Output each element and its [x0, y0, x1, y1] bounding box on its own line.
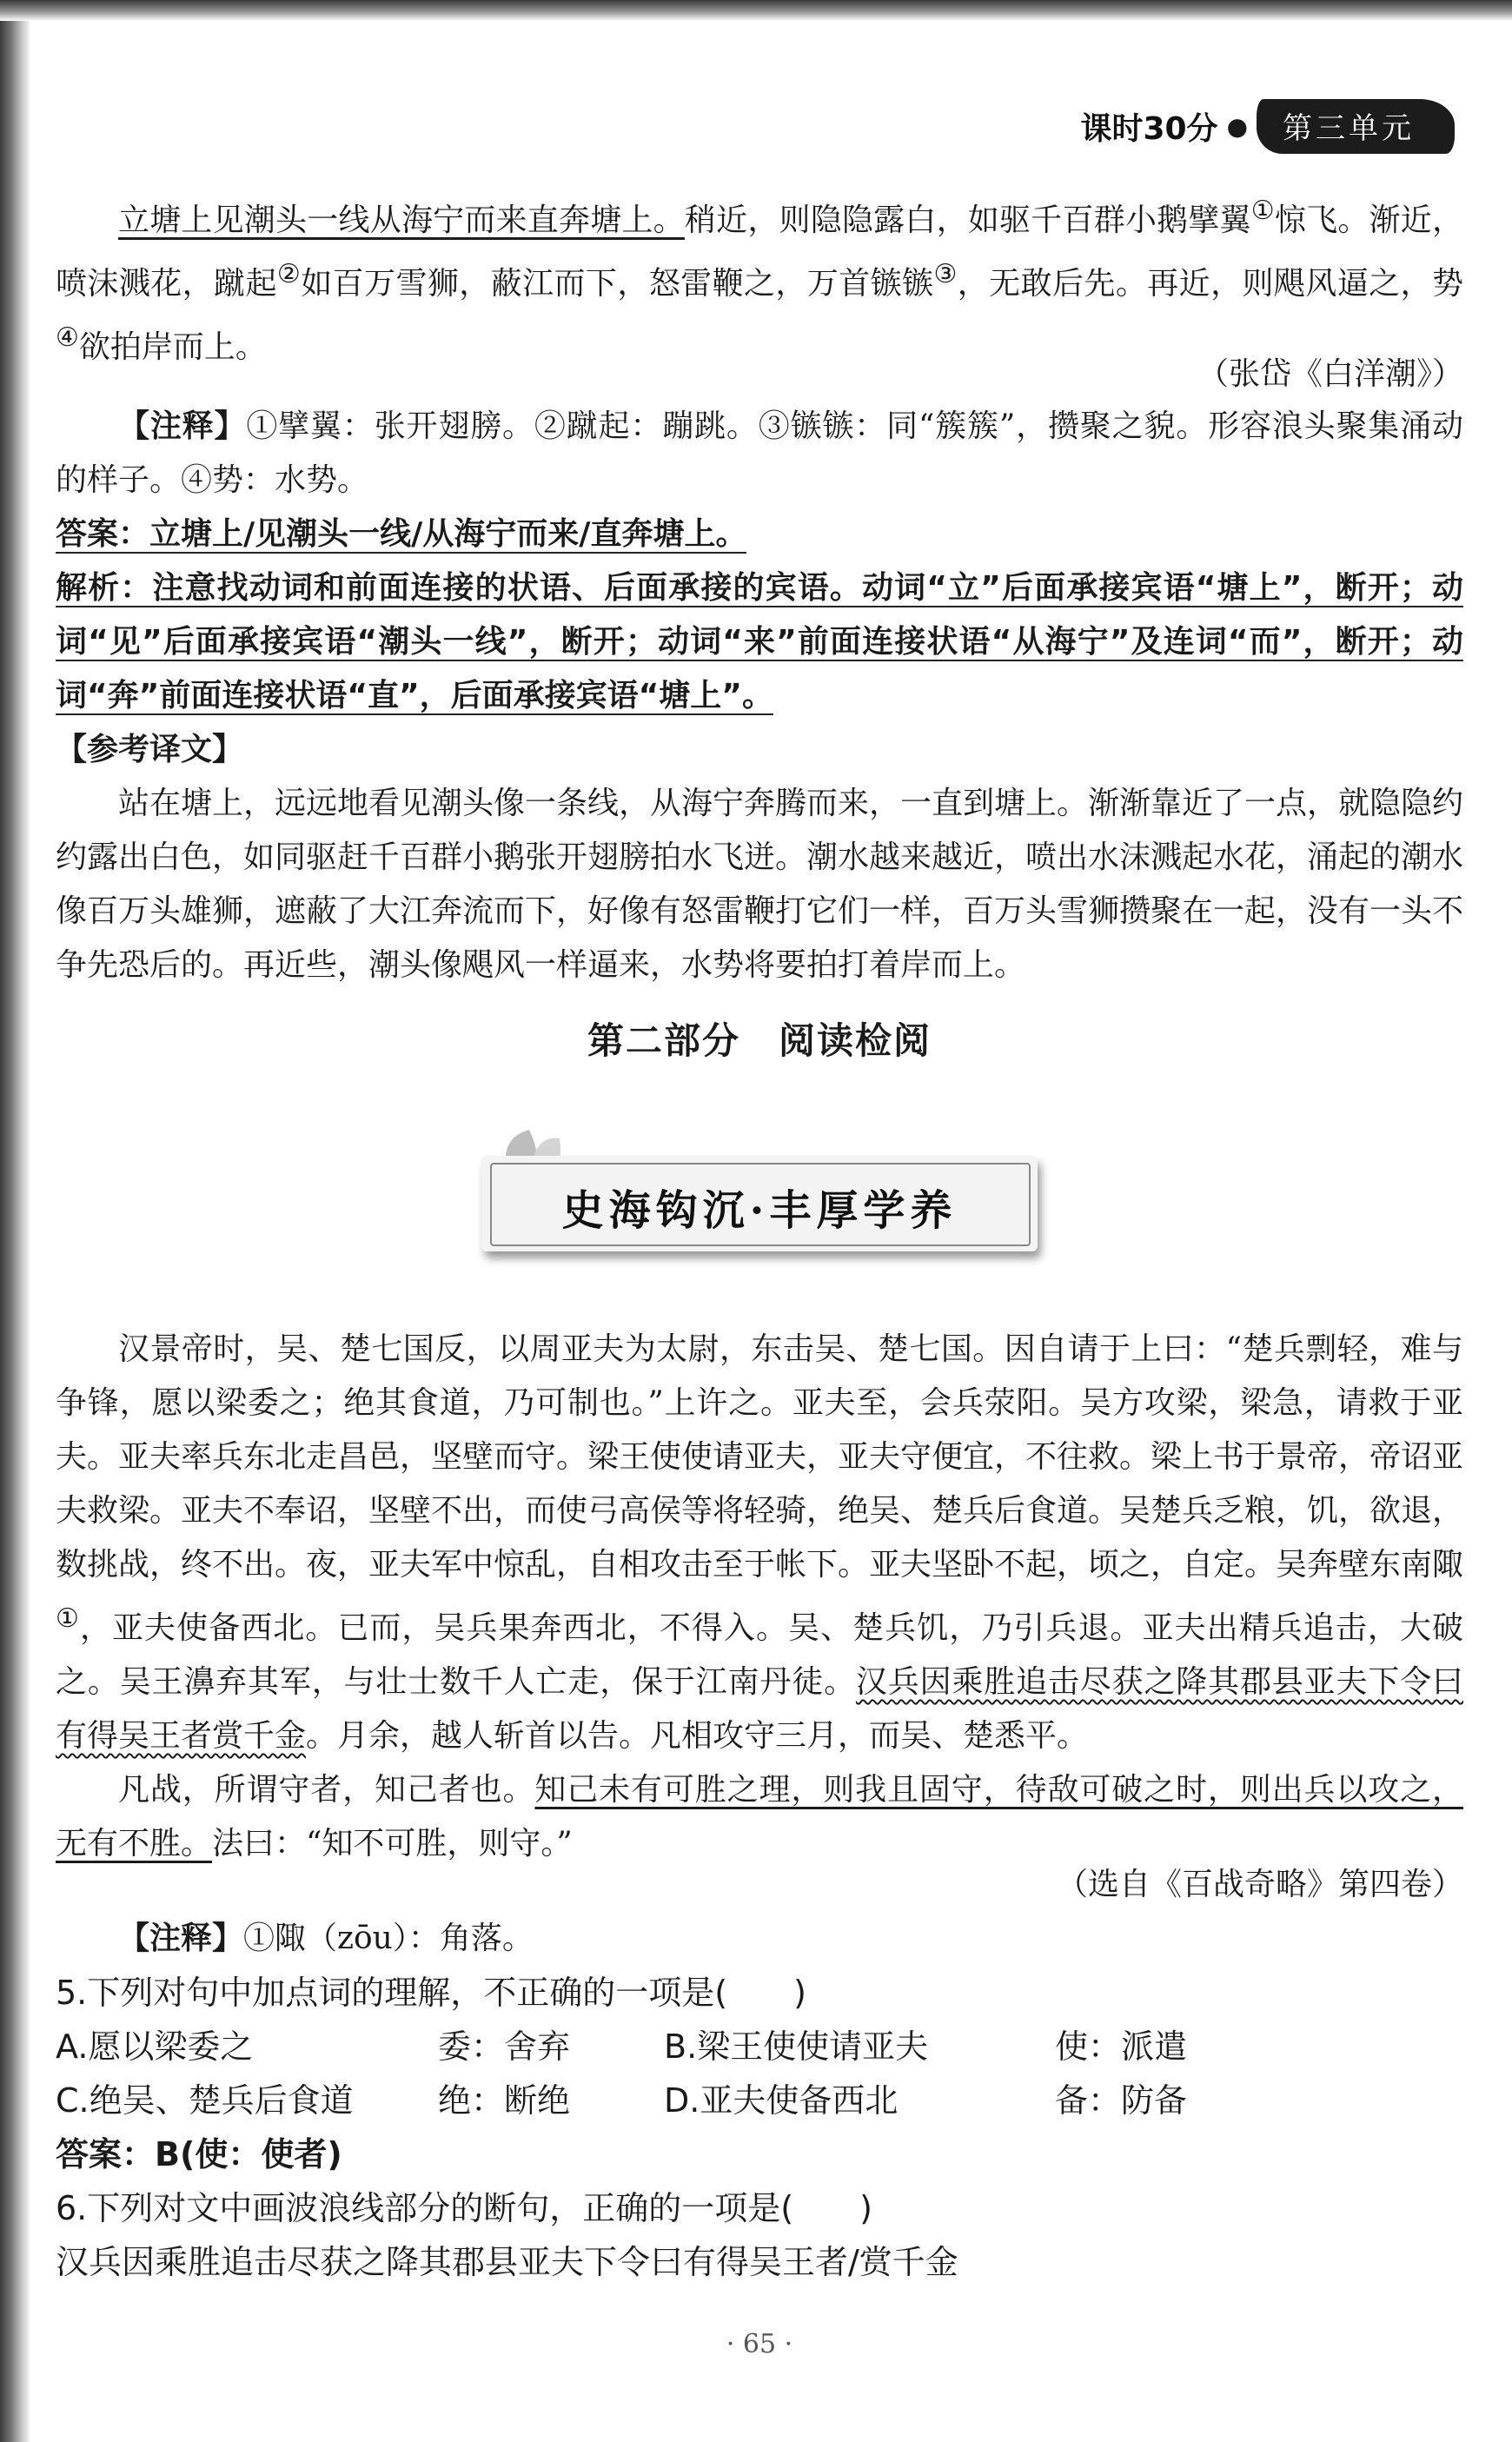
unit-badge: 第三单元 — [1257, 99, 1455, 154]
footnote-marker: ④ — [56, 322, 79, 353]
option-a-gloss: 委：舍弃 — [438, 2027, 571, 2066]
option-a[interactable]: A.愿以梁委之 — [56, 2027, 254, 2066]
notes-label: 【注释】 — [118, 1921, 244, 1956]
analysis-text: 解析：注意找动词和前面连接的状语、后面承接的宾语。动词“立”后面承接宾语“塘上”，断开；动词“见”后面承接宾语“潮头一线”，断开；动词“来”前面连接状语“从海宁”及连词“而”，断开；动词“奔”前面连接状语“直”，后面承接宾语“塘上”。 — [56, 570, 1463, 713]
excerpt-source: （张岱《白洋潮》） — [1197, 356, 1463, 392]
excerpt-paragraph: 立塘上见潮头一线从海宁而来直奔塘上。稍近，则隐隐露白，如驱千百群小鹅擘翼①惊飞。渐近，喷沫溅花，蹴起②如百万雪狮，蔽江而下，怒雷鞭之，万首镞镞③，无敢后先。再近，则飓风逼之，势④欲拍岸而上。 — [56, 196, 1463, 365]
option-b[interactable]: B.梁王使使请亚夫 — [664, 2027, 929, 2066]
page: 课时30分 ● 第三单元 立塘上见潮头一线从海宁而来直奔塘上。稍近，则隐隐露白，如驱千百群小鹅擘翼①惊飞。渐近，喷沫溅花，蹴起②如百万雪狮，蔽江而下，怒雷鞭之，万首镞镞③，无敢后先。再近，则飓风逼之，势④欲拍岸而上。 （张岱《白洋潮》） 【注释】①擘翼：张开翅膀。②蹴起：蹦跳。③镞镞：同“簇簇”，攒聚之貌。形容浪头聚集涌动的样子。④势：水势。 答案：立塘上/见潮头一线/从海宁而来/直奔塘上。 解析：注意找动词和前面连接的状语、后面承接的宾语。动词“立”后面承接宾语“塘上”，断开；动词“见”后面承接宾语“潮头一线”，断开；动词“来”前面连接状语“从海宁”及连词“而”，断开；动词“奔”前面连接状语“直”，后面承接宾语“塘上”。 【参考译文】 站在塘上，远远地看见潮头像一条线，从海宁奔腾而来，一直到塘上。渐渐靠近了一点，就隐隐约约露出白色，如同驱赶千百群小鹅张开翅膀拍水飞迸。潮水越来越近，喷出水沫溅起水花，涌起的潮水像百万头雄狮，遮蔽了大江奔流而下，好像有怒雷鞭打它们一样，百万头雪狮攒聚在一起，没有一头不争先恐后的。再近些，潮头像飓风一样逼来，水势将要拍打着岸而上。 第二部分 阅读检阅 史海钩沉·丰厚学养 汉景帝时，吴、楚七国反，以周亚夫为太尉，东击吴、楚七国。因自请于上曰：“楚兵剽轻，难与争锋，愿以梁委之；绝其食道，乃可制也。”上许之。亚夫至，会兵荥阳。吴方攻梁，梁急，请救于亚夫。亚夫率兵东北走昌邑，坚壁而守。梁王使使请亚夫，亚夫守便宜，不往救。梁上书于景帝，帝诏亚夫救梁。亚夫不奉诏，坚壁不出，而使弓高侯等将轻骑，绝吴、楚兵后食道。吴楚兵乏粮，饥，欲退，数挑战，终不出。夜，亚夫军中惊乱，自相攻击至于帐下。亚夫坚卧不起，顷之，自定。吴奔壁东南陬①，亚夫使备西北。已而，吴兵果奔西北，不得入。吴、楚兵饥，乃引兵退。亚夫出精兵追击，大破之。吴王濞弃其军，与壮士数千人亡走，保于江南丹徒。汉兵因乘胜追击尽获之降其郡县亚夫下令曰有得吴王者赏千金。月余，越人斩首以告。凡相攻守三月，而吴、楚悉平。 凡战，所谓守者，知己者也。知己未有可胜之理，则我且固守，待敌可破之时，则出兵以攻之，无有不胜。法曰：“知不可胜，则守。” （选自《百战奇略》第四卷） 【注释】①陬（zōu）：角落。 5.下列对句中加点词的理解，不正确的一项是( ) A.愿以梁委之 委：舍弃 B.梁王使使请亚夫 使：派遣 C.绝吴、楚兵后食道 绝：断绝 D.亚夫使备西北 备：防备 答案：B(使：使者) 6.下列对文中画波浪线部分的断句，正确的一项是( ) 汉兵因乘胜追击尽获之降其郡县亚夫下令曰有得吴王者/赏千金 · 65 · — [56, 0, 1481, 2442]
section-banner — [481, 1112, 1055, 1286]
reading-passage: 汉景帝时，吴、楚七国反，以周亚夫为太尉，东击吴、楚七国。因自请于上曰：“楚兵剽轻，难与争锋，愿以梁委之；绝其食道，乃可制也。”上许之。亚夫至，会兵荥阳。吴方攻梁，梁急，请救于亚夫。亚夫率兵东北走昌邑，坚壁而守。梁王使使请亚夫，亚夫守便宜，不往救。梁上书于景帝，帝诏亚夫救梁。亚夫不奉诏，坚壁不出，而使弓高侯等将轻骑，绝吴、楚兵后食道。吴楚兵乏粮，饥，欲退，数挑战，终不出。夜，亚夫军中惊乱，自相攻击至于帐下。亚夫坚卧不起，顷之，自定。吴奔壁东南陬①，亚夫使备西北。已而，吴兵果奔西北，不得入。吴、楚兵饥，乃引兵退。亚夫出精兵追击，大破之。吴王濞弃其军，与壮士数千人亡走，保于江南丹徒。汉兵因乘胜追击尽获之降其郡县亚夫下令曰有得吴王者赏千金。月余，越人斩首以告。凡相攻守三月，而吴、楚悉平。 凡战，所谓守者，知己者也。知己未有可胜之理，则我且固守，待敌可破之时，则出兵以攻之，无有不胜。法曰：“知不可胜，则守。” — [56, 1331, 1464, 1861]
option-d-gloss: 备：防备 — [1055, 2081, 1188, 2120]
notes-block — [56, 400, 1463, 508]
running-header — [1080, 96, 1455, 156]
underlined-sentence: 立塘上见潮头一线从海宁而来直奔塘上。 — [118, 202, 685, 238]
banner-title: 史海钩沉·丰厚学养 — [561, 1186, 958, 1235]
option-b-gloss: 使：派遣 — [1055, 2027, 1188, 2066]
translation-label: 【参考译文】 — [56, 732, 244, 767]
option-c[interactable]: C.绝吴、楚兵后食道 — [56, 2081, 354, 2120]
underlined-sentence: 知己未有可胜之理，则我且固守，待敌可破之时，则出兵以攻之，无有不胜。 — [56, 1772, 1463, 1861]
header-title: 课时30分 — [1080, 110, 1218, 147]
footnote-marker: ② — [276, 259, 302, 289]
analysis-block — [56, 561, 1463, 723]
section-title: 第二部分 阅读检阅 — [587, 1019, 932, 1062]
translation-block — [56, 723, 1463, 992]
answer-text: 答案：立塘上/见潮头一线/从海宁而来/直奔塘上。 — [56, 516, 747, 552]
option-a[interactable]: 汉兵因乘胜追击尽获之降其郡县亚夫下令曰有得吴王者/赏千金 — [56, 2243, 958, 2281]
notes-text: ①陬（zōu）：角落。 — [243, 1921, 534, 1956]
header-bullet-icon: ● — [1226, 111, 1248, 141]
book-spine-shadow — [0, 0, 30, 2442]
answer-block — [56, 508, 1463, 561]
footnote-marker: ① — [1250, 196, 1275, 226]
footnote-marker: ③ — [933, 259, 958, 289]
option-c-gloss: 绝：断绝 — [438, 2081, 571, 2120]
page-number: · 65 · — [726, 2329, 793, 2359]
option-d[interactable]: D.亚夫使备西北 — [664, 2081, 899, 2120]
footnote-marker: ① — [56, 1603, 80, 1634]
wavy-underlined-text: 汉兵因乘胜追击尽获之降其郡县亚夫下令曰有得吴王者赏千金 — [56, 1664, 1463, 1754]
notes-block — [56, 1912, 1463, 1966]
passage-text: 汉景帝时，吴、楚七国反，以周亚夫为太尉，东击吴、楚七国。因自请于上曰：“楚兵剽轻，难与争锋，愿以梁委之；绝其食道，乃可制也。”上许之。亚夫至，会兵荥阳。吴方攻梁，梁急，请救于亚夫。亚夫率兵东北走昌邑，坚壁而守。梁王使使请亚夫，亚夫守便宜，不往救。梁上书于景帝，帝诏亚夫救梁。亚夫不奉诏，坚壁不出，而使弓高侯等将轻骑，绝吴、楚兵后食道。吴楚兵乏粮，饥，欲退，数挑战，终不出。夜，亚夫军中惊乱，自相攻击至于帐下。亚夫坚卧不起，顷之，自定。吴奔壁东南陬 — [56, 1331, 1464, 1583]
notes-text: ①擘翼：张开翅膀。②蹴起：蹦跳。③镞镞：同“簇簇”，攒聚之貌。形容浪头聚集涌动的样子。④势：水势。 — [56, 408, 1463, 498]
translation-text: 站在塘上，远远地看见潮头像一条线，从海宁奔腾而来，一直到塘上。渐渐靠近了一点，就隐隐约约露出白色，如同驱赶千百群小鹅张开翅膀拍水飞迸。潮水越来越近，喷出水沫溅起水花，涌起的潮水像百万头雄狮，遮蔽了大江奔流而下，好像有怒雷鞭打它们一样，百万头雪狮攒聚在一起，没有一头不争先恐后的。再近些，潮头像飓风一样逼来，水势将要拍打着岸而上。 — [56, 786, 1464, 983]
notes-label: 【注释】 — [118, 408, 247, 444]
passage-source: （选自《百战奇略》第四卷） — [1056, 1867, 1463, 1902]
